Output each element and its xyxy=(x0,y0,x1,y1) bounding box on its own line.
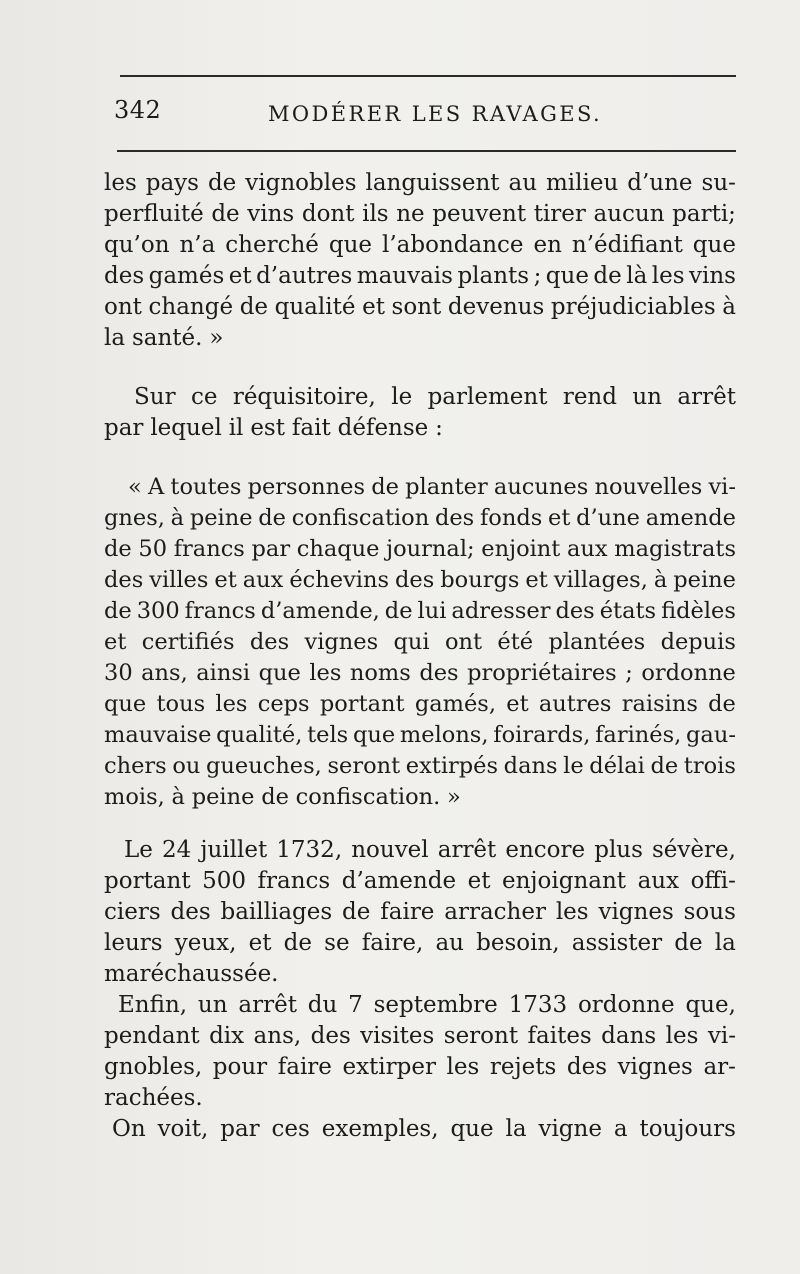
text-line: maréchaussée. xyxy=(104,961,279,987)
paragraph-5 xyxy=(104,990,736,1114)
paragraph-quote xyxy=(104,472,736,813)
header-rule-top xyxy=(120,75,736,77)
text-line: et certifiés des vignes qui ont été plantées depuis xyxy=(104,629,736,655)
text-line: des villes et aux échevins des bourgs et villages, à peine xyxy=(104,567,736,593)
text-line: portant 500 francs d’amende et enjoignant aux offi- xyxy=(104,868,736,894)
header-rule-bottom xyxy=(117,150,736,152)
text-line: rachées. xyxy=(104,1085,203,1111)
page-number: 342 xyxy=(114,96,162,124)
text-line: la santé. » xyxy=(104,325,224,351)
text-line: 30 ans, ainsi que les noms des propriétaires ; ordonne xyxy=(104,660,736,686)
text-line: On voit, par ces exemples, que la vigne a toujours xyxy=(112,1116,736,1142)
text-line: gnes, à peine de confiscation des fonds et d’une amende xyxy=(104,505,736,531)
body-text xyxy=(104,168,736,1145)
text-line: gnobles, pour faire extirper les rejets des vignes ar- xyxy=(104,1054,736,1080)
text-line: chers ou gueuches, seront extirpés dans le délai de trois xyxy=(104,753,736,779)
text-line: leurs yeux, et de se faire, au besoin, assister de la xyxy=(104,930,736,956)
paragraph-2-cont xyxy=(104,413,736,444)
text-line: des gamés et d’autres mauvais plants ; que de là les vins xyxy=(104,263,736,289)
text-line: Enfin, un arrêt du 7 septembre 1733 ordonne que, xyxy=(118,992,736,1018)
text-line: que tous les ceps portant gamés, et autres raisins de xyxy=(104,691,736,717)
text-line: mois, à peine de confiscation. » xyxy=(104,784,461,810)
running-head: MODÉRER LES RAVAGES. xyxy=(268,102,603,126)
text-line: les pays de vignobles languissent au milieu d’une su- xyxy=(104,170,736,196)
paragraph-6 xyxy=(104,1114,736,1145)
paragraph-2 xyxy=(104,382,736,413)
text-line: pendant dix ans, des visites seront faites dans les vi- xyxy=(104,1023,736,1049)
text-line: Le 24 juillet 1732, nouvel arrêt encore plus sévère, xyxy=(124,837,736,863)
text-line: de 50 francs par chaque journal; enjoint aux magistrats xyxy=(104,536,736,562)
text-line: qu’on n’a cherché que l’abondance en n’édifiant que xyxy=(104,232,736,258)
text-line: ciers des bailliages de faire arracher les vignes sous xyxy=(104,899,736,925)
text-line: « A toutes personnes de planter aucunes nouvelles vi- xyxy=(128,474,736,500)
text-line: de 300 francs d’amende, de lui adresser des états fidèles xyxy=(104,598,736,624)
text-line: mauvaise qualité, tels que melons, foirards, farinés, gau- xyxy=(104,722,736,748)
paragraph-4 xyxy=(104,835,736,990)
paragraph-1 xyxy=(104,168,736,354)
text-line: Sur ce réquisitoire, le parlement rend un arrêt xyxy=(134,384,736,410)
text-line: par lequel il est fait défense : xyxy=(104,415,443,441)
text-line: perfluité de vins dont ils ne peuvent tirer aucun parti; xyxy=(104,201,736,227)
page-header xyxy=(108,96,738,136)
text-line: ont changé de qualité et sont devenus préjudiciables à xyxy=(104,294,736,320)
